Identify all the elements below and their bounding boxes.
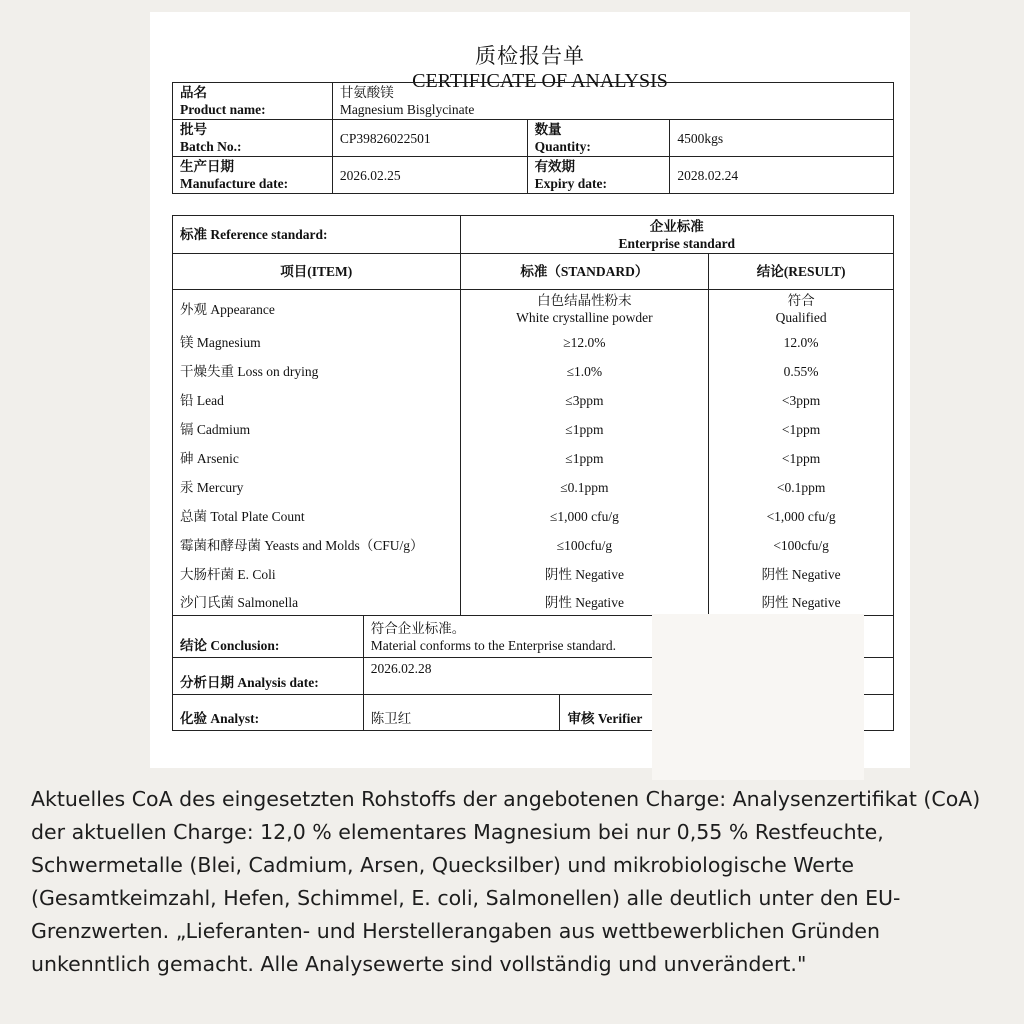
item-result: <1ppm	[709, 415, 894, 444]
batch-label: 批号 Batch No.:	[173, 120, 333, 157]
analysis-table	[172, 215, 894, 615]
analysis-date-value: 2026.02.28	[363, 658, 893, 695]
item-name: 铅 Lead	[173, 386, 461, 415]
item-result: 0.55%	[709, 357, 894, 386]
item-standard: ≤0.1ppm	[460, 473, 709, 502]
item-standard: ≤1,000 cfu/g	[460, 502, 709, 531]
batch-value: CP39826022501	[332, 120, 527, 157]
expiry-date-label: 有效期 Expiry date:	[527, 157, 670, 194]
item-result: <1,000 cfu/g	[709, 502, 894, 531]
table-row	[173, 531, 894, 560]
item-standard: ≤100cfu/g	[460, 531, 709, 560]
item-name: 砷 Arsenic	[173, 444, 461, 473]
item-standard: 白色结晶性粉末 White crystalline powder	[460, 290, 709, 329]
item-name: 汞 Mercury	[173, 473, 461, 502]
table-row	[173, 290, 894, 329]
item-result: 阴性 Negative	[709, 560, 894, 589]
product-info-table	[172, 82, 894, 194]
item-name: 外观 Appearance	[173, 290, 461, 329]
manufacture-date-value: 2026.02.25	[332, 157, 527, 194]
item-result: <3ppm	[709, 386, 894, 415]
redaction-patch	[652, 614, 864, 780]
item-name: 沙门氏菌 Salmonella	[173, 589, 461, 615]
table-row	[173, 560, 894, 589]
product-name-value: 甘氨酸镁 Magnesium Bisglycinate	[332, 83, 893, 120]
item-name: 干燥失重 Loss on drying	[173, 357, 461, 386]
item-standard: 阴性 Negative	[460, 560, 709, 589]
product-name-label: 品名 Product name:	[173, 83, 333, 120]
item-result: <1ppm	[709, 444, 894, 473]
header-standard: 标准（STANDARD）	[460, 254, 709, 290]
item-result: 12.0%	[709, 328, 894, 357]
reference-standard-value: 企业标准 Enterprise standard	[460, 216, 893, 254]
item-standard: ≥12.0%	[460, 328, 709, 357]
table-row	[173, 473, 894, 502]
analyst-label: 化验 Analyst:	[173, 695, 364, 731]
conclusion-value: 符合企业标准。 Material conforms to the Enterprise standard.	[363, 616, 893, 658]
table-row	[173, 357, 894, 386]
item-name: 霉菌和酵母菌 Yeasts and Molds（CFU/g）	[173, 531, 461, 560]
analysis-date-label: 分析日期 Analysis date:	[173, 658, 364, 695]
analyst-value: 陈卫红	[363, 695, 560, 731]
item-name: 大肠杆菌 E. Coli	[173, 560, 461, 589]
reference-standard-label: 标准 Reference standard:	[173, 216, 461, 254]
quantity-value: 4500kgs	[670, 120, 894, 157]
item-result: 阴性 Negative	[709, 589, 894, 615]
item-name: 镉 Cadmium	[173, 415, 461, 444]
table-row	[173, 444, 894, 473]
item-standard: ≤1.0%	[460, 357, 709, 386]
item-result: <100cfu/g	[709, 531, 894, 560]
expiry-date-value: 2028.02.24	[670, 157, 894, 194]
item-standard: ≤1ppm	[460, 444, 709, 473]
item-standard: ≤1ppm	[460, 415, 709, 444]
item-result: 符合 Qualified	[709, 290, 894, 329]
item-name: 总菌 Total Plate Count	[173, 502, 461, 531]
verifier-label: 审核 Verifier	[560, 695, 894, 731]
manufacture-date-label: 生产日期 Manufacture date:	[173, 157, 333, 194]
title-chinese: 质检报告单	[475, 44, 585, 68]
quantity-label: 数量 Quantity:	[527, 120, 670, 157]
header-item: 项目(ITEM)	[173, 254, 461, 290]
item-result: <0.1ppm	[709, 473, 894, 502]
title-english: CERTIFICATE OF ANALYSIS	[412, 70, 668, 92]
table-row	[173, 502, 894, 531]
item-name: 镁 Magnesium	[173, 328, 461, 357]
table-row	[173, 328, 894, 357]
table-row	[173, 589, 894, 615]
table-row	[173, 415, 894, 444]
table-row	[173, 386, 894, 415]
item-standard: 阴性 Negative	[460, 589, 709, 615]
header-result: 结论(RESULT)	[709, 254, 894, 290]
caption-text: Aktuelles CoA des eingesetzten Rohstoffs der angebotenen Charge: Analysenzertifikat (CoA) der aktuellen Charge: 12,0 % elementares Magnesium bei nur 0,55 % Restfeuchte, Schwermetalle (Blei, Cadmium, Arsen, Quecksilber) und mikrobiologische Werte (Gesamtkeimzahl, Hefen, Schimmel, E. coli, Salmonellen) alle deutlich unter den EU-Grenzwerten. „Lieferanten- und Herstellerangaben aus wettbewerblichen Gründen unkenntlich gemacht. Alle Analysewerte sind vollständig und unverändert."	[31, 787, 981, 976]
item-standard: ≤3ppm	[460, 386, 709, 415]
conclusion-label: 结论 Conclusion:	[173, 616, 364, 658]
